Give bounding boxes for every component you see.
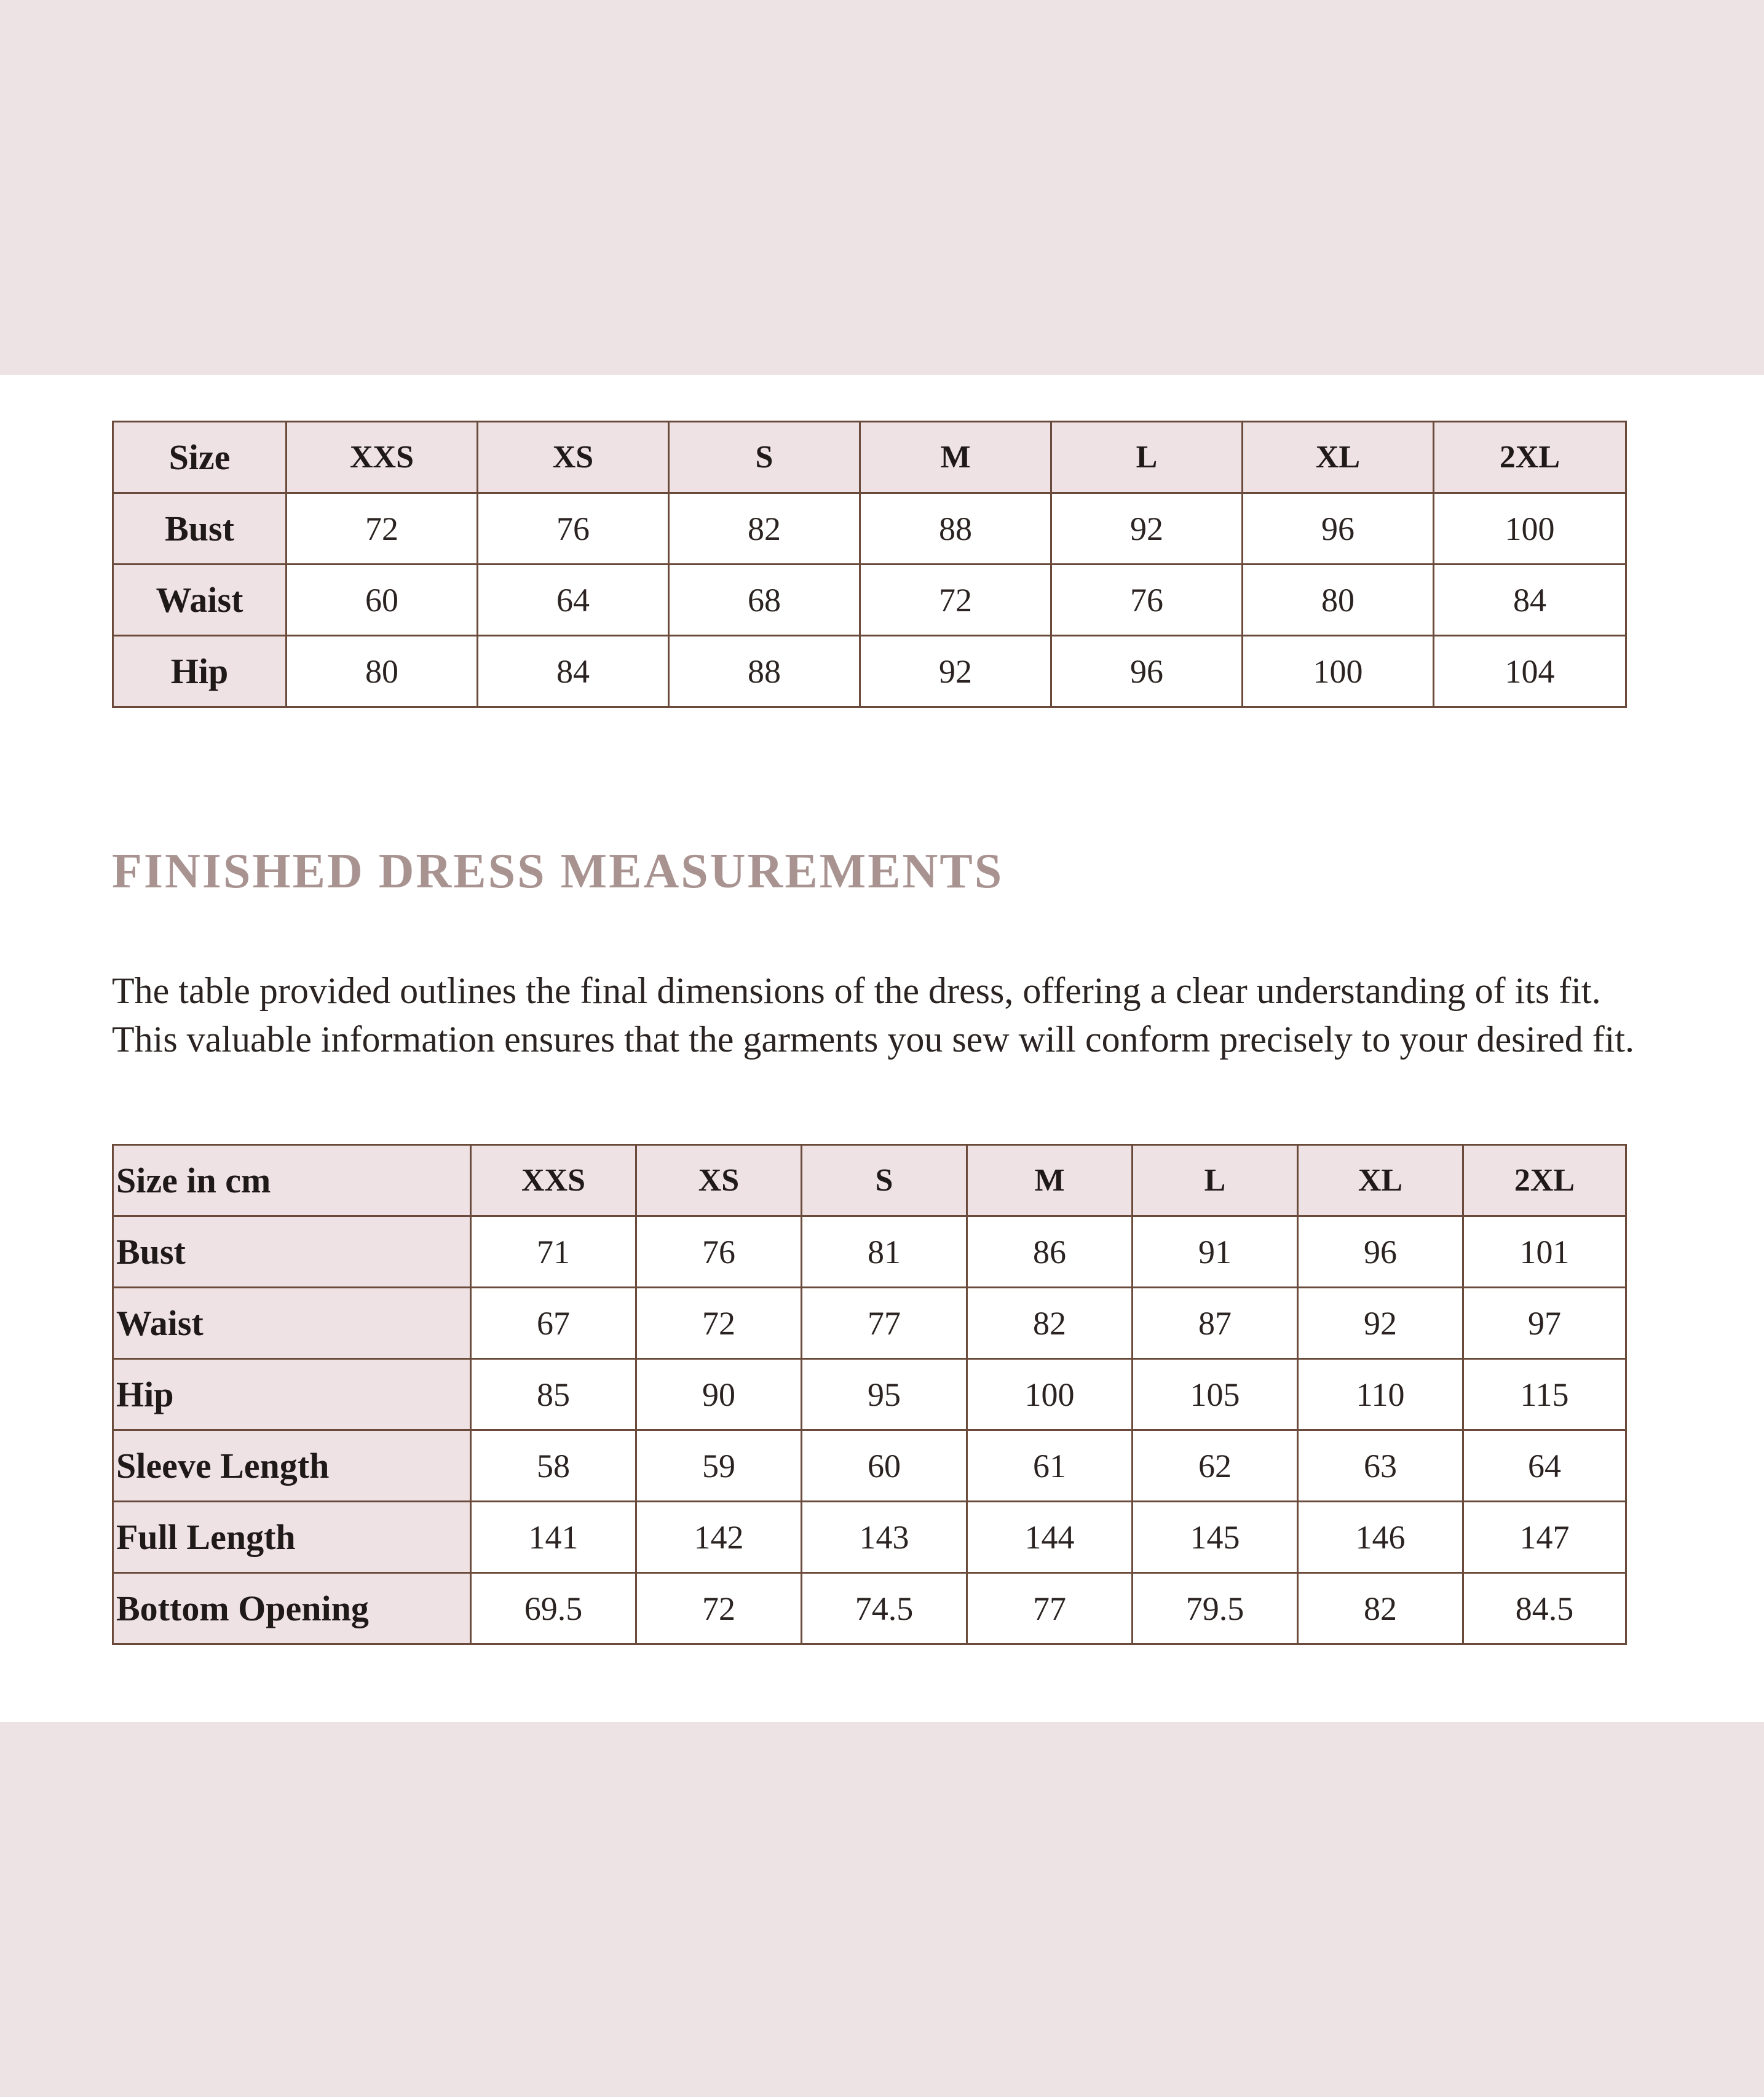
- table-cell: 82: [967, 1288, 1133, 1359]
- table-cell: 80: [1243, 565, 1434, 636]
- table-cell: 76: [478, 493, 669, 565]
- table-cell: 77: [802, 1288, 967, 1359]
- header-cell: 2XL: [1463, 1145, 1626, 1216]
- table-cell: 110: [1298, 1359, 1463, 1430]
- table-cell: 105: [1133, 1359, 1298, 1430]
- table-cell: 82: [669, 493, 860, 565]
- table-row: [113, 1573, 1626, 1644]
- table-cell: 58: [471, 1430, 636, 1502]
- table-cell: 61: [967, 1430, 1133, 1502]
- header-cell: S: [669, 422, 860, 493]
- table-cell: 76: [1051, 565, 1243, 636]
- header-cell: XS: [636, 1145, 802, 1216]
- table-cell: 90: [636, 1359, 802, 1430]
- finished-measurements-table: [112, 1144, 1627, 1645]
- table-cell: 76: [636, 1216, 802, 1288]
- table-cell: 60: [802, 1430, 967, 1502]
- row-label: Waist: [113, 565, 287, 636]
- table-cell: 96: [1051, 636, 1243, 707]
- table-cell: 92: [1051, 493, 1243, 565]
- table-cell: 84: [1434, 565, 1626, 636]
- table-cell: 72: [636, 1573, 802, 1644]
- table-cell: 86: [967, 1216, 1133, 1288]
- table-row: [113, 1502, 1626, 1573]
- header-cell: 2XL: [1434, 422, 1626, 493]
- table-cell: 62: [1133, 1430, 1298, 1502]
- header-cell: M: [967, 1145, 1133, 1216]
- table-cell: 100: [1243, 636, 1434, 707]
- table-cell: 67: [471, 1288, 636, 1359]
- table-cell: 142: [636, 1502, 802, 1573]
- table-row: [113, 493, 1626, 565]
- table-cell: 81: [802, 1216, 967, 1288]
- table-cell: 82: [1298, 1573, 1463, 1644]
- table-cell: 92: [1298, 1288, 1463, 1359]
- header-cell: Size: [113, 422, 287, 493]
- table-cell: 100: [967, 1359, 1133, 1430]
- table-row: [113, 1359, 1626, 1430]
- table-cell: 96: [1243, 493, 1434, 565]
- table-cell: 68: [669, 565, 860, 636]
- table-cell: 64: [478, 565, 669, 636]
- table-cell: 92: [860, 636, 1051, 707]
- table-cell: 85: [471, 1359, 636, 1430]
- row-label: Hip: [113, 636, 287, 707]
- row-label: Bust: [113, 1216, 471, 1288]
- table-cell: 80: [287, 636, 478, 707]
- table-cell: 88: [860, 493, 1051, 565]
- table-cell: 72: [636, 1288, 802, 1359]
- table-cell: 64: [1463, 1430, 1626, 1502]
- row-label: Waist: [113, 1288, 471, 1359]
- table-cell: 143: [802, 1502, 967, 1573]
- table-cell: 59: [636, 1430, 802, 1502]
- table-cell: 74.5: [802, 1573, 967, 1644]
- row-label: Sleeve Length: [113, 1430, 471, 1502]
- table-cell: 72: [860, 565, 1051, 636]
- header-cell: XXS: [287, 422, 478, 493]
- table-cell: 96: [1298, 1216, 1463, 1288]
- table-header-row: [113, 422, 1626, 493]
- table-cell: 88: [669, 636, 860, 707]
- header-cell: Size in cm: [113, 1145, 471, 1216]
- row-label: Bottom Opening: [113, 1573, 471, 1644]
- table-cell: 72: [287, 493, 478, 565]
- row-label: Full Length: [113, 1502, 471, 1573]
- row-label: Bust: [113, 493, 287, 565]
- table-cell: 144: [967, 1502, 1133, 1573]
- table-cell: 97: [1463, 1288, 1626, 1359]
- header-cell: XXS: [471, 1145, 636, 1216]
- section-title: FINISHED DRESS MEASUREMENTS: [112, 844, 1004, 898]
- table-cell: 87: [1133, 1288, 1298, 1359]
- table-cell: 60: [287, 565, 478, 636]
- table-cell: 69.5: [471, 1573, 636, 1644]
- table-cell: 84.5: [1463, 1573, 1626, 1644]
- section-description: The table provided outlines the final dimensions of the dress, offering a clear understanding of its fit. This valuable information ensures that the garments you sew will conform precisely to your desired fit.: [112, 970, 1635, 1060]
- body-measurements-table: [112, 421, 1627, 708]
- table-row: [113, 1430, 1626, 1502]
- table-cell: 84: [478, 636, 669, 707]
- table-cell: 95: [802, 1359, 967, 1430]
- table-row: [113, 565, 1626, 636]
- table-cell: 77: [967, 1573, 1133, 1644]
- table-cell: 146: [1298, 1502, 1463, 1573]
- table-cell: 101: [1463, 1216, 1626, 1288]
- table-cell: 71: [471, 1216, 636, 1288]
- header-cell: M: [860, 422, 1051, 493]
- header-cell: S: [802, 1145, 967, 1216]
- table-cell: 141: [471, 1502, 636, 1573]
- table-cell: 145: [1133, 1502, 1298, 1573]
- table-row: [113, 1288, 1626, 1359]
- header-cell: XL: [1243, 422, 1434, 493]
- header-cell: XL: [1298, 1145, 1463, 1216]
- table-cell: 147: [1463, 1502, 1626, 1573]
- table-header-row: [113, 1145, 1626, 1216]
- header-cell: XS: [478, 422, 669, 493]
- table-cell: 79.5: [1133, 1573, 1298, 1644]
- table-cell: 104: [1434, 636, 1626, 707]
- table-cell: 63: [1298, 1430, 1463, 1502]
- row-label: Hip: [113, 1359, 471, 1430]
- table-cell: 100: [1434, 493, 1626, 565]
- table-row: [113, 1216, 1626, 1288]
- table-row: [113, 636, 1626, 707]
- table-cell: 91: [1133, 1216, 1298, 1288]
- table-cell: 115: [1463, 1359, 1626, 1430]
- header-cell: L: [1051, 422, 1243, 493]
- header-cell: L: [1133, 1145, 1298, 1216]
